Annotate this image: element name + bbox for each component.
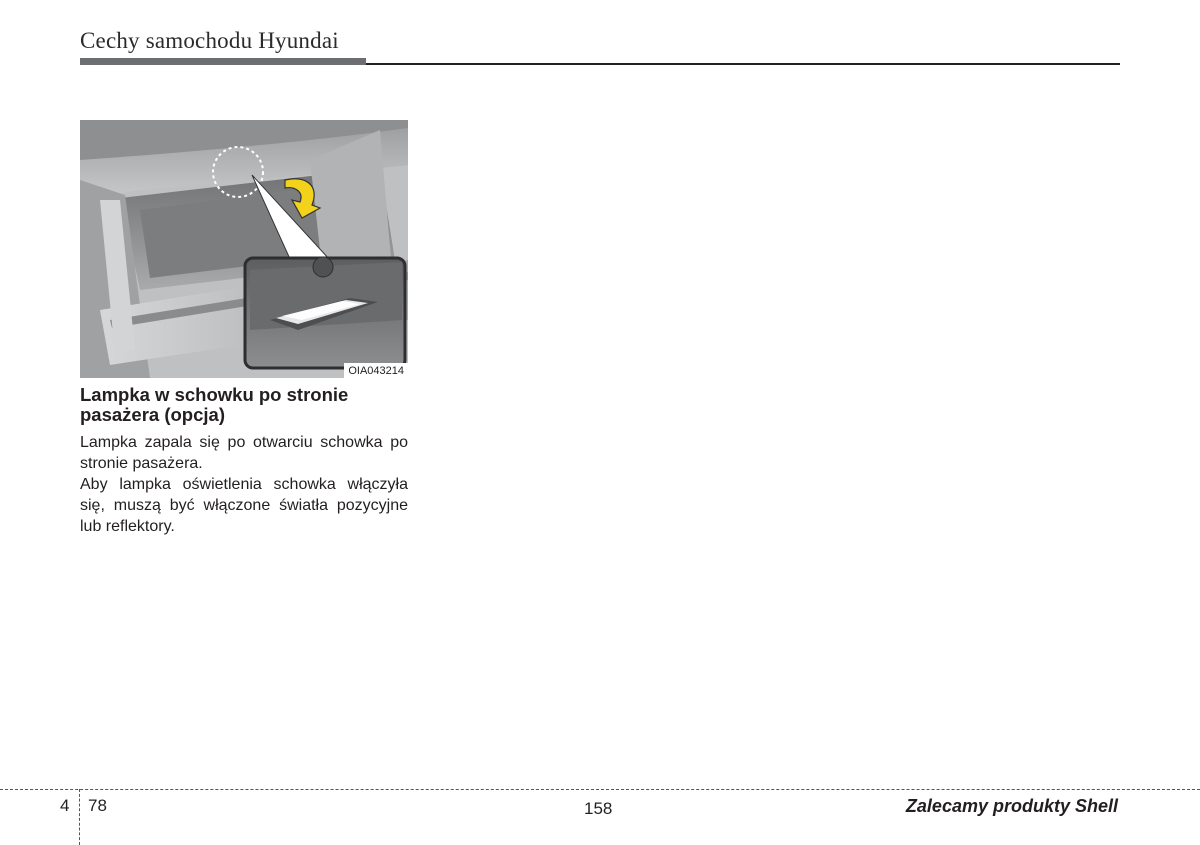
footer-promo-text: Zalecamy produkty Shell [905,796,1118,816]
glovebox-lamp-figure [80,120,408,378]
footer-chapter-number: 4 [60,796,70,815]
page-header-title: Cechy samochodu Hyundai [80,28,339,53]
section-heading: Lampka w schowku po stronie pasażera (opcja) [80,384,349,425]
figure-code-label: OIA043214 [344,363,408,378]
footer-center-number: 158 [584,799,613,818]
body-paragraph-1: Lampka zapala się po otwarciu schowka po stronie pasażera. [80,434,408,472]
footer-page-number: 78 [88,796,107,815]
header-rule-thin [366,63,1120,65]
footer-divider [0,789,1200,790]
header-rule-thick [80,58,366,65]
footer-vertical-divider [79,789,80,845]
body-paragraph-2: Aby lampka oświetlenia schowka włączyła się, muszą być włączone światła pozycyjne lub reflektory. [80,476,408,535]
